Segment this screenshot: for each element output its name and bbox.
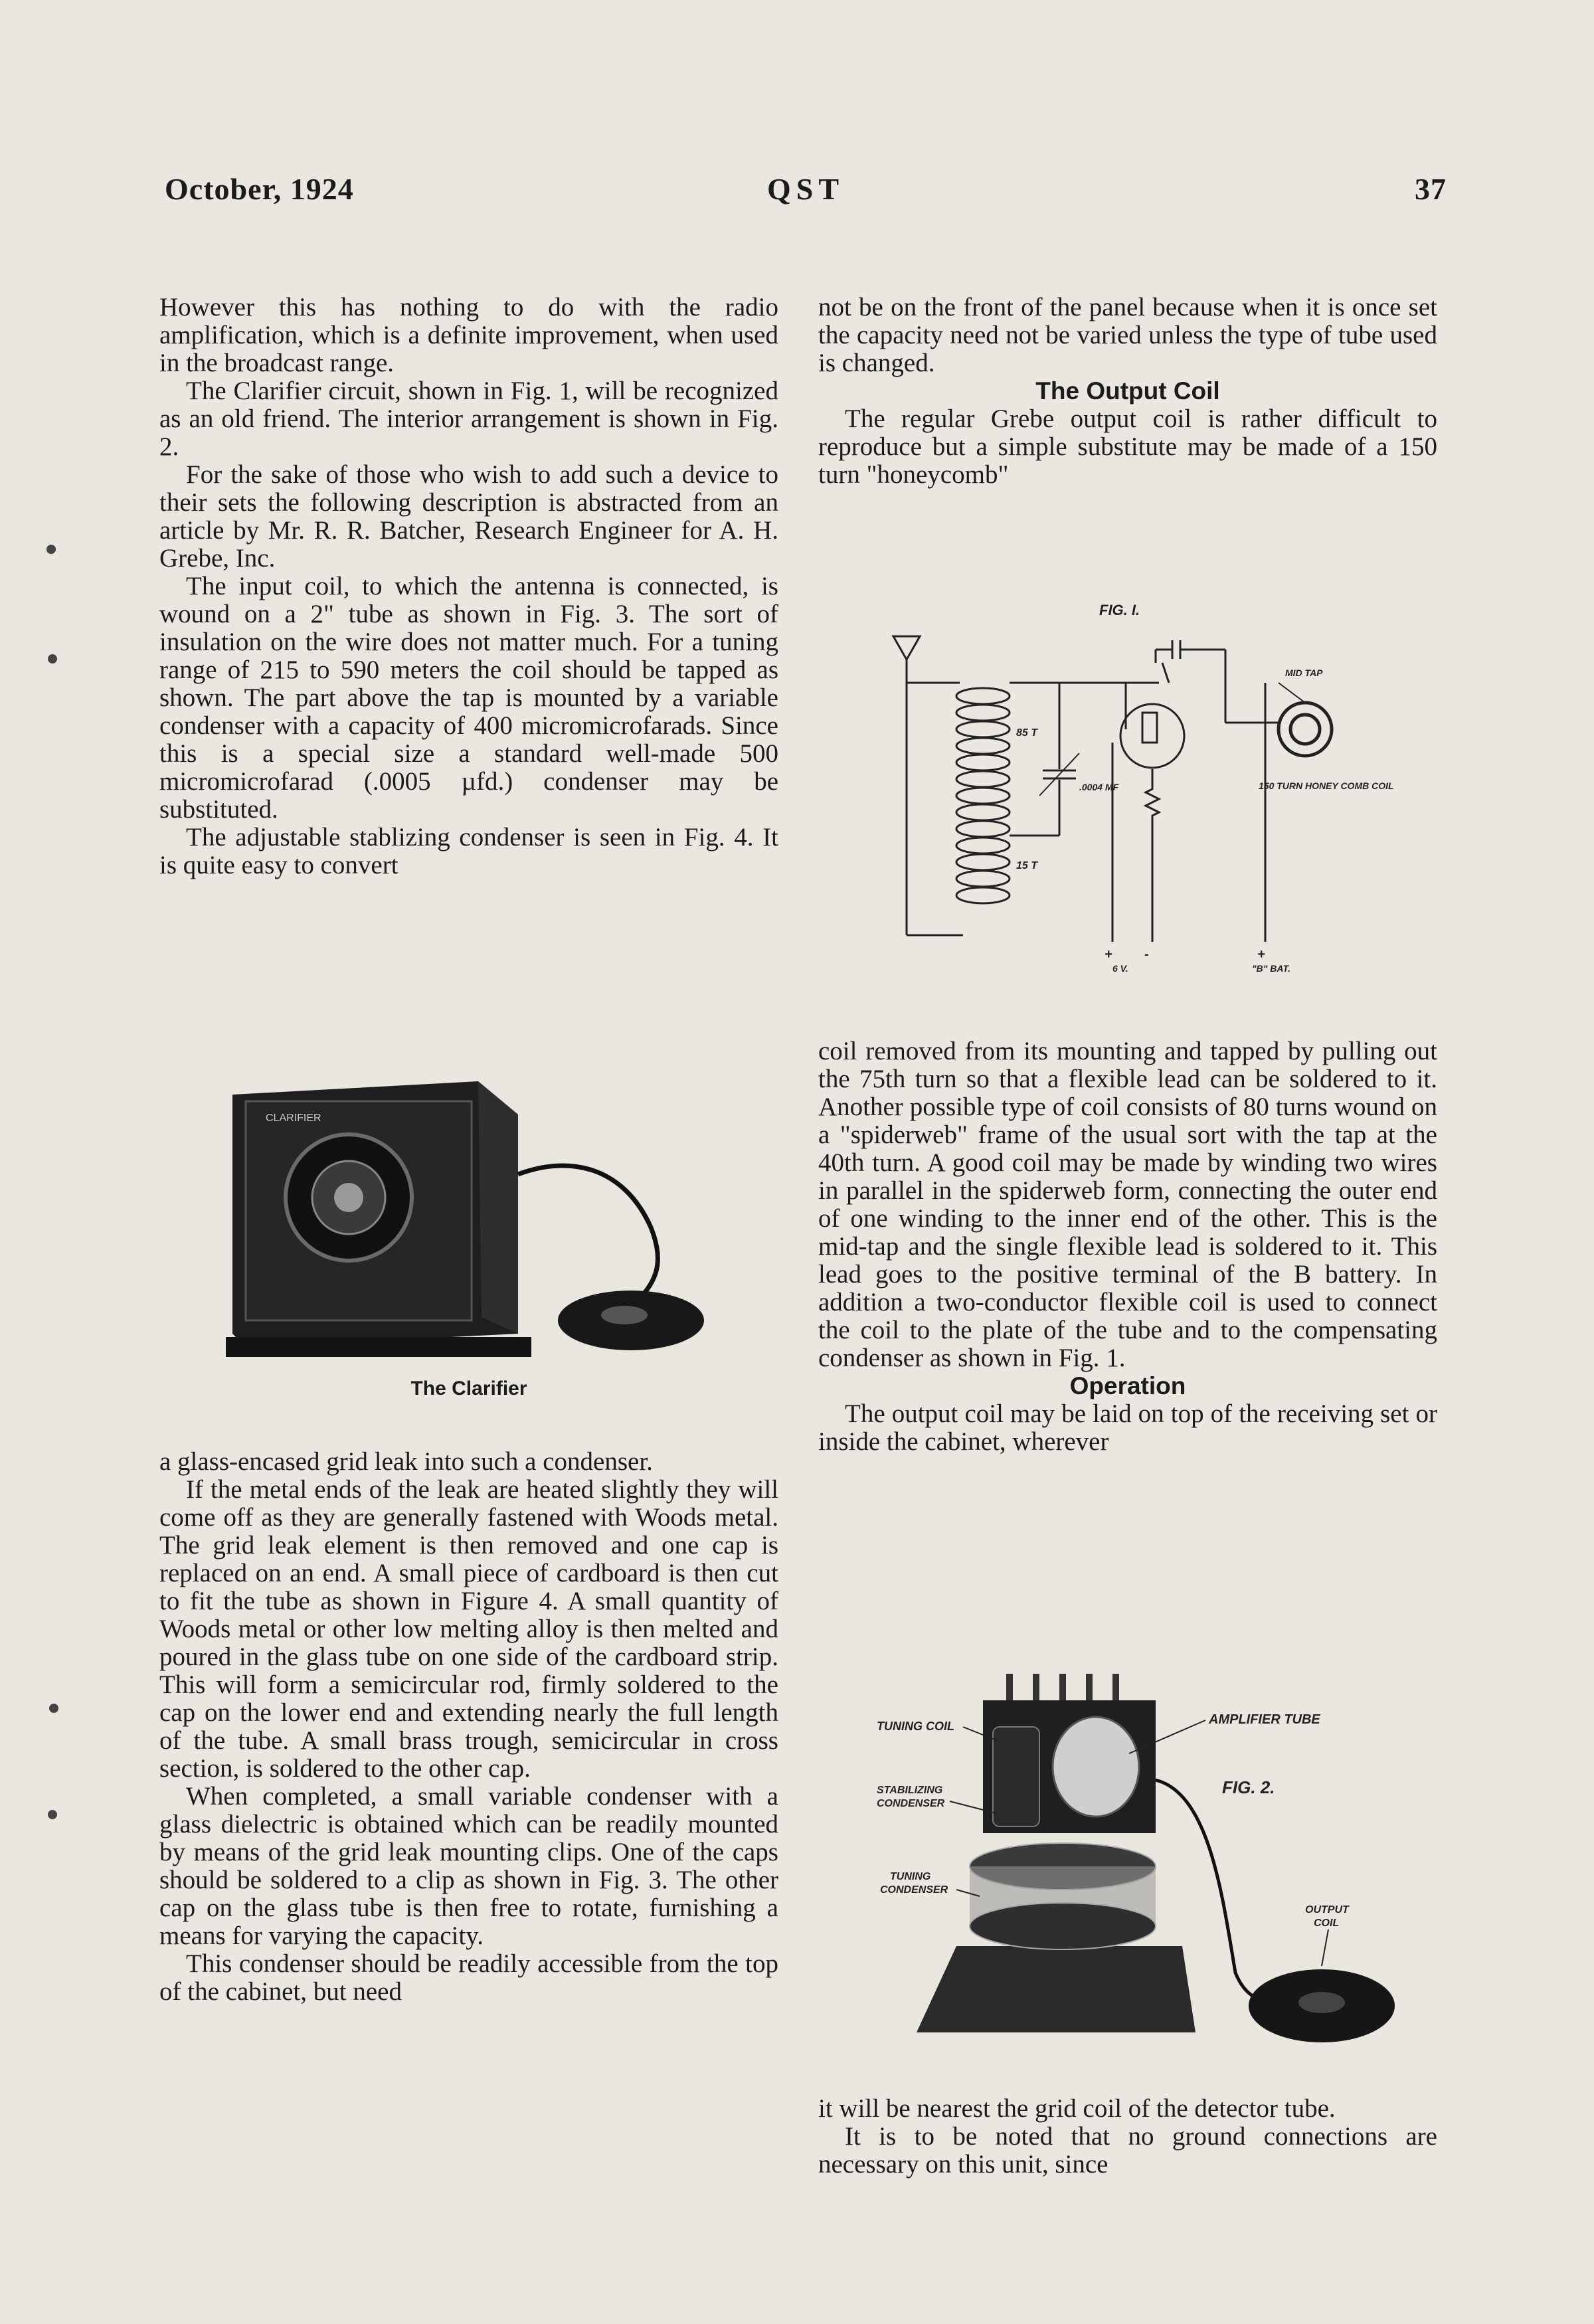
clarifier-photo bbox=[226, 1055, 704, 1374]
label-stab-2: CONDENSER bbox=[877, 1798, 945, 1809]
binding-hole-mark bbox=[48, 654, 57, 664]
label-tuning-coil: TUNING COIL bbox=[877, 1720, 954, 1733]
tuning-coil-icon bbox=[993, 1727, 1039, 1827]
section-heading: Operation bbox=[1069, 1372, 1186, 1399]
label-b-bat: "B" BAT. bbox=[1252, 963, 1290, 974]
label-output-2: COIL bbox=[1314, 1918, 1340, 1929]
paragraph: not be on the front of the panel because when it is once set the capacity need not be varied unless the type of tube used is changed. bbox=[818, 293, 1437, 377]
fig1-circuit-diagram bbox=[880, 596, 1411, 975]
label-plus-a: + bbox=[1105, 947, 1112, 962]
paragraph: it will be nearest the grid coil of the detector tube. bbox=[818, 2094, 1336, 2123]
paragraph: The input coil, to which the antenna is connected, is wound on a 2" tube as shown in Fig. 3. The sort of insulation on the wire does not matter much. For a tuning range of 215 to 590 meters the coil should be tapped as shown. The part above the tap is mounted by a variable condenser with a capacity of 400 micromicrofarads. Since this is a special size a standard well-made 500 micromicrofarad (.0005 µfd.) condenser may be substituted. bbox=[159, 572, 778, 824]
paragraph: For the sake of those who wish to add such a device to their sets the following description is abstracted from an article by Mr. R. R. Batcher, Research Engineer for A. H. Grebe, Inc. bbox=[159, 460, 778, 573]
label-stab-1: STABILIZING bbox=[877, 1785, 943, 1796]
binding-hole-mark bbox=[46, 545, 56, 554]
fig1-title: FIG. I. bbox=[1099, 602, 1140, 618]
paragraph: If the metal ends of the leak are heated slightly they will come off as they are generally fastened with Woods metal. The grid leak element is then removed and one cap is replaced on an end. A small piece of cardboard is then cut to fit the tube as shown in Figure 4. A small quantity of Woods metal or other low melting alloy is then melted and poured in the glass tube on one side of the cardboard strip. This will form a semicircular rod, firmly soldered to the cap on the lower end and extending nearly the full length of the tube. A small brass trough, semicircular in cross section, is soldered to the other cap. bbox=[159, 1475, 778, 1783]
paragraph: This condenser should be readily accessible from the top of the cabinet, but need bbox=[159, 1949, 778, 2006]
issue-date: October, 1924 bbox=[165, 172, 354, 206]
paragraph: The regular Grebe output coil is rather difficult to reproduce but a simple substitute may be made of a 150 turn "honeycomb" bbox=[818, 404, 1437, 489]
paragraph: The adjustable stablizing condenser is seen in Fig. 4. It is quite easy to convert bbox=[159, 823, 778, 879]
resistor-icon bbox=[1146, 769, 1159, 942]
label-15t: 15 T bbox=[1016, 860, 1038, 871]
label-tuning-cond-1: TUNING bbox=[890, 1871, 931, 1882]
page-header bbox=[165, 171, 1447, 211]
label-85t: 85 T bbox=[1016, 727, 1038, 739]
fig2-title: FIG. 2. bbox=[1222, 1777, 1275, 1797]
brand-plate: CLARIFIER bbox=[266, 1113, 321, 1124]
section-heading: The Output Coil bbox=[1035, 377, 1220, 404]
label-plus-b: + bbox=[1257, 947, 1265, 962]
paragraph: When completed, a small variable condenser with a glass dielectric is obtained which can be readily mounted by means of the grid leak mounting clips. One of the caps should be soldered to a clip as shown in Fig. 3. The other cap on the glass tube is then free to rotate, furnishing a means for varying the capacity. bbox=[159, 1782, 778, 1950]
paragraph: The output coil may be laid on top of the receiving set or inside the cabinet, wherever bbox=[818, 1399, 1437, 1456]
page-number: 37 bbox=[1415, 172, 1447, 206]
label-honeycomb: 150 TURN HONEY COMB COIL bbox=[1259, 780, 1394, 791]
label-mid-tap: MID TAP bbox=[1285, 668, 1323, 678]
paragraph: However this has nothing to do with the radio amplification, which is a definite improvement, when used in the broadcast range. bbox=[159, 293, 778, 377]
column-1-bottom bbox=[159, 1448, 778, 2006]
column-2-middle bbox=[818, 1037, 1437, 1456]
fig2-interior-photo bbox=[863, 1660, 1408, 2072]
paragraph: coil removed from its mounting and tapped by pulling out the 75th turn so that a flexible lead can be soldered to it. Another possible type of coil consists of 80 turns wound on a "spiderweb" frame of the usual sort with the tap at the 40th turn. A good coil may be made by winding two wires in parallel in the spiderweb form, connecting the outer end of one winding to the inner end of the other. This is the mid-tap and the single flexible lead is soldered to it. This lead goes to the positive terminal of the B battery. In addition a two-conductor flexible coil is used to connect the coil to the plate of the tube and to the compensating condenser as shown in Fig. 1. bbox=[818, 1037, 1437, 1372]
honeycomb-coil-icon bbox=[1279, 703, 1332, 756]
antenna-icon bbox=[893, 636, 920, 660]
amplifier-tube-icon bbox=[1053, 1717, 1139, 1817]
label-tuning-cond-2: CONDENSER bbox=[880, 1884, 948, 1896]
journal-title: QST bbox=[766, 172, 845, 206]
label-output-1: OUTPUT bbox=[1305, 1904, 1349, 1916]
column-2-bottom bbox=[818, 2095, 1437, 2179]
label-minus-a: - bbox=[1144, 947, 1149, 962]
paragraph: The Clarifier circuit, shown in Fig. 1, will be recognized as an old friend. The interior arrangement is shown in Fig. 2. bbox=[159, 377, 778, 461]
paragraph: a glass-encased grid leak into such a condenser. bbox=[159, 1447, 653, 1476]
column-2-top bbox=[818, 294, 1437, 489]
photo-caption: The Clarifier bbox=[410, 1378, 527, 1399]
label-cap: .0004 MF bbox=[1079, 782, 1119, 792]
paragraph: It is to be noted that no ground connections are necessary on this unit, since bbox=[818, 2122, 1437, 2179]
label-amplifier-tube: AMPLIFIER TUBE bbox=[1209, 1712, 1320, 1727]
column-1-top bbox=[159, 294, 778, 879]
input-coil-icon bbox=[956, 688, 1010, 903]
binding-hole-mark bbox=[48, 1810, 57, 1819]
label-6v: 6 V. bbox=[1112, 963, 1128, 974]
binding-hole-mark bbox=[49, 1704, 58, 1713]
